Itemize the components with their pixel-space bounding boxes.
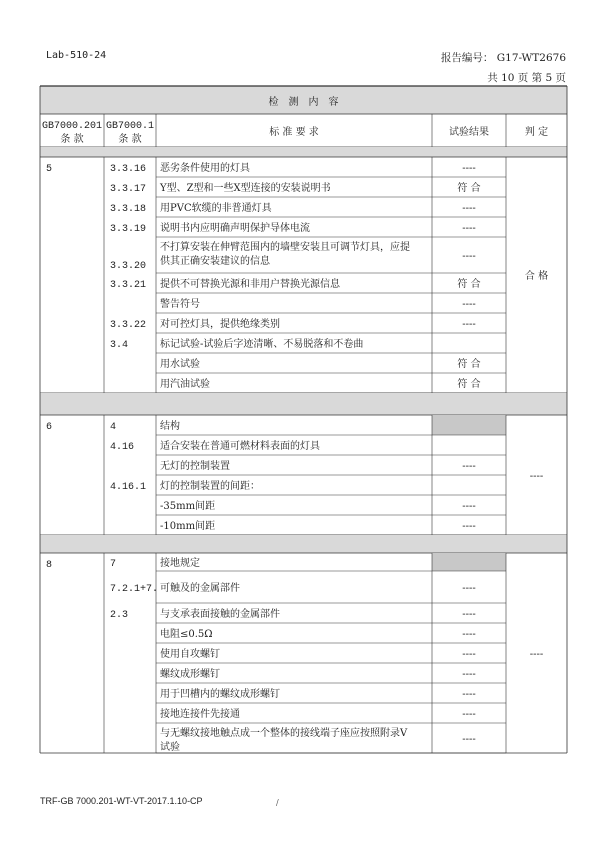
requirement-text: 供其正确安装建议的信息 xyxy=(160,256,270,267)
gb7000-1-clause: 3.3.20 xyxy=(110,261,147,272)
test-result: ---- xyxy=(462,583,476,594)
test-result: ---- xyxy=(462,609,476,620)
gb7000-1-clause: 3.3.21 xyxy=(110,280,147,291)
requirement-text: -10mm间距 xyxy=(160,521,216,532)
requirement-text: 与支承表面接触的金属部件 xyxy=(160,609,280,620)
shaded-result-cell xyxy=(432,553,506,571)
test-result: ---- xyxy=(462,223,476,234)
test-result: ---- xyxy=(462,669,476,680)
requirement-text: Y型、Z型和一些X型连接的安装说明书 xyxy=(160,183,331,194)
verdict: 合 格 xyxy=(524,271,549,282)
gb7000-1-clause: 4.16.1 xyxy=(110,482,147,493)
test-result: ---- xyxy=(462,689,476,700)
gb7000-1-clause: 7.2.1+7. xyxy=(110,584,159,595)
section-spacer xyxy=(40,147,567,157)
requirement-text: 使用自攻螺钉 xyxy=(160,649,220,660)
gb7000-1-clause: 4.16 xyxy=(110,442,135,453)
requirement-text: 无灯的控制装置 xyxy=(160,461,230,472)
gb7000-1-clause: 3.3.22 xyxy=(110,320,147,331)
requirement-text: 用PVC软缆的非普通灯具 xyxy=(160,203,272,214)
col4-header: 试验结果 xyxy=(449,127,489,138)
requirement-text: 接地连接件先接通 xyxy=(160,709,240,720)
report-number: 报告编号： G17-WT2676 xyxy=(440,52,566,64)
form-code: TRF-GB 7000.201-WT-VT-2017.1.10-CP xyxy=(40,796,203,806)
section-spacer xyxy=(40,535,567,553)
requirement-text: 电阻≤0.5Ω xyxy=(160,629,213,640)
requirement-text: 接地规定 xyxy=(160,558,200,569)
gb7000-1-clause: 4 xyxy=(110,422,117,433)
col2-header-line1: GB7000.1 xyxy=(105,121,155,132)
test-result: ---- xyxy=(462,501,476,512)
requirement-text: -35mm间距 xyxy=(160,501,216,512)
requirement-text: 与无螺纹接地触点成一个整体的接线端子座应按照附录V xyxy=(160,728,408,739)
gb7000-1-clause: 3.3.17 xyxy=(110,184,147,195)
test-result: 符 合 xyxy=(457,279,481,290)
gb7000-1-clause: 2.3 xyxy=(110,610,129,621)
test-result: ---- xyxy=(462,734,476,745)
lab-code: Lab-510-24 xyxy=(46,50,107,61)
gb7000-1-clause: 3.3.19 xyxy=(110,224,147,235)
gb7000-1-clause: 3.4 xyxy=(110,340,129,351)
requirement-text: 警告符号 xyxy=(160,299,200,310)
test-result: ---- xyxy=(462,649,476,660)
gb7000-201-clause: 8 xyxy=(46,560,53,571)
requirement-text: 灯的控制装置的间距： xyxy=(160,481,260,492)
gb7000-201-clause: 5 xyxy=(46,164,53,175)
test-result: ---- xyxy=(462,251,476,262)
test-result: 符 合 xyxy=(457,359,481,370)
requirement-text: 可触及的金属部件 xyxy=(160,583,240,594)
test-result: ---- xyxy=(462,319,476,330)
gb7000-1-clause: 3.3.18 xyxy=(110,204,147,215)
verdict: ---- xyxy=(529,649,544,660)
gb7000-201-clause: 6 xyxy=(46,422,53,433)
requirement-text: 说明书内应明确声明保护导体电流 xyxy=(160,223,310,234)
test-result: ---- xyxy=(462,299,476,310)
footer-mark: / xyxy=(276,798,279,807)
page-count: 共 10 页 第 5 页 xyxy=(487,72,566,84)
requirement-text: 标记试验-试验后字迹清晰、不易脱落和不卷曲 xyxy=(160,339,364,350)
requirement-text: 不打算安装在伸臂范围内的墙壁安装且可调节灯具，应提 xyxy=(160,242,410,253)
col1-header-line1: GB7000.201 xyxy=(41,121,103,132)
col1-header-line2: 条 款 xyxy=(60,134,84,145)
requirement-text: 用于凹槽内的螺纹成形螺钉 xyxy=(160,689,280,700)
test-result: 符 合 xyxy=(457,183,481,194)
requirement-text: 试验 xyxy=(160,742,180,753)
table-title: 检 测 内 容 xyxy=(268,97,339,108)
test-result: ---- xyxy=(462,709,476,720)
requirement-text: 用水试验 xyxy=(160,359,200,370)
col2-header-line2: 条 款 xyxy=(118,134,142,145)
test-result: ---- xyxy=(462,461,476,472)
requirement-text: 提供不可替换光源和非用户替换光源信息 xyxy=(160,279,340,290)
gb7000-1-clause: 7 xyxy=(110,559,117,570)
section-spacer xyxy=(40,393,567,415)
requirement-text: 适合安装在普通可燃材料表面的灯具 xyxy=(160,441,320,452)
verdict: ---- xyxy=(529,471,544,482)
test-result: ---- xyxy=(462,629,476,640)
gb7000-1-clause: 3.3.16 xyxy=(110,164,147,175)
test-result: ---- xyxy=(462,521,476,532)
requirement-text: 对可控灯具，提供绝缘类别 xyxy=(160,319,280,330)
requirement-text: 恶劣条件使用的灯具 xyxy=(160,163,250,174)
test-result: 符 合 xyxy=(457,379,481,390)
test-result: ---- xyxy=(462,203,476,214)
requirement-text: 用汽油试验 xyxy=(160,379,210,390)
shaded-result-cell xyxy=(432,415,506,435)
requirement-text: 结构 xyxy=(160,421,180,432)
requirement-text: 螺纹成形螺钉 xyxy=(160,669,220,680)
col3-header: 标 准 要 求 xyxy=(269,127,319,138)
col5-header: 判 定 xyxy=(524,127,549,138)
test-result: ---- xyxy=(462,163,476,174)
